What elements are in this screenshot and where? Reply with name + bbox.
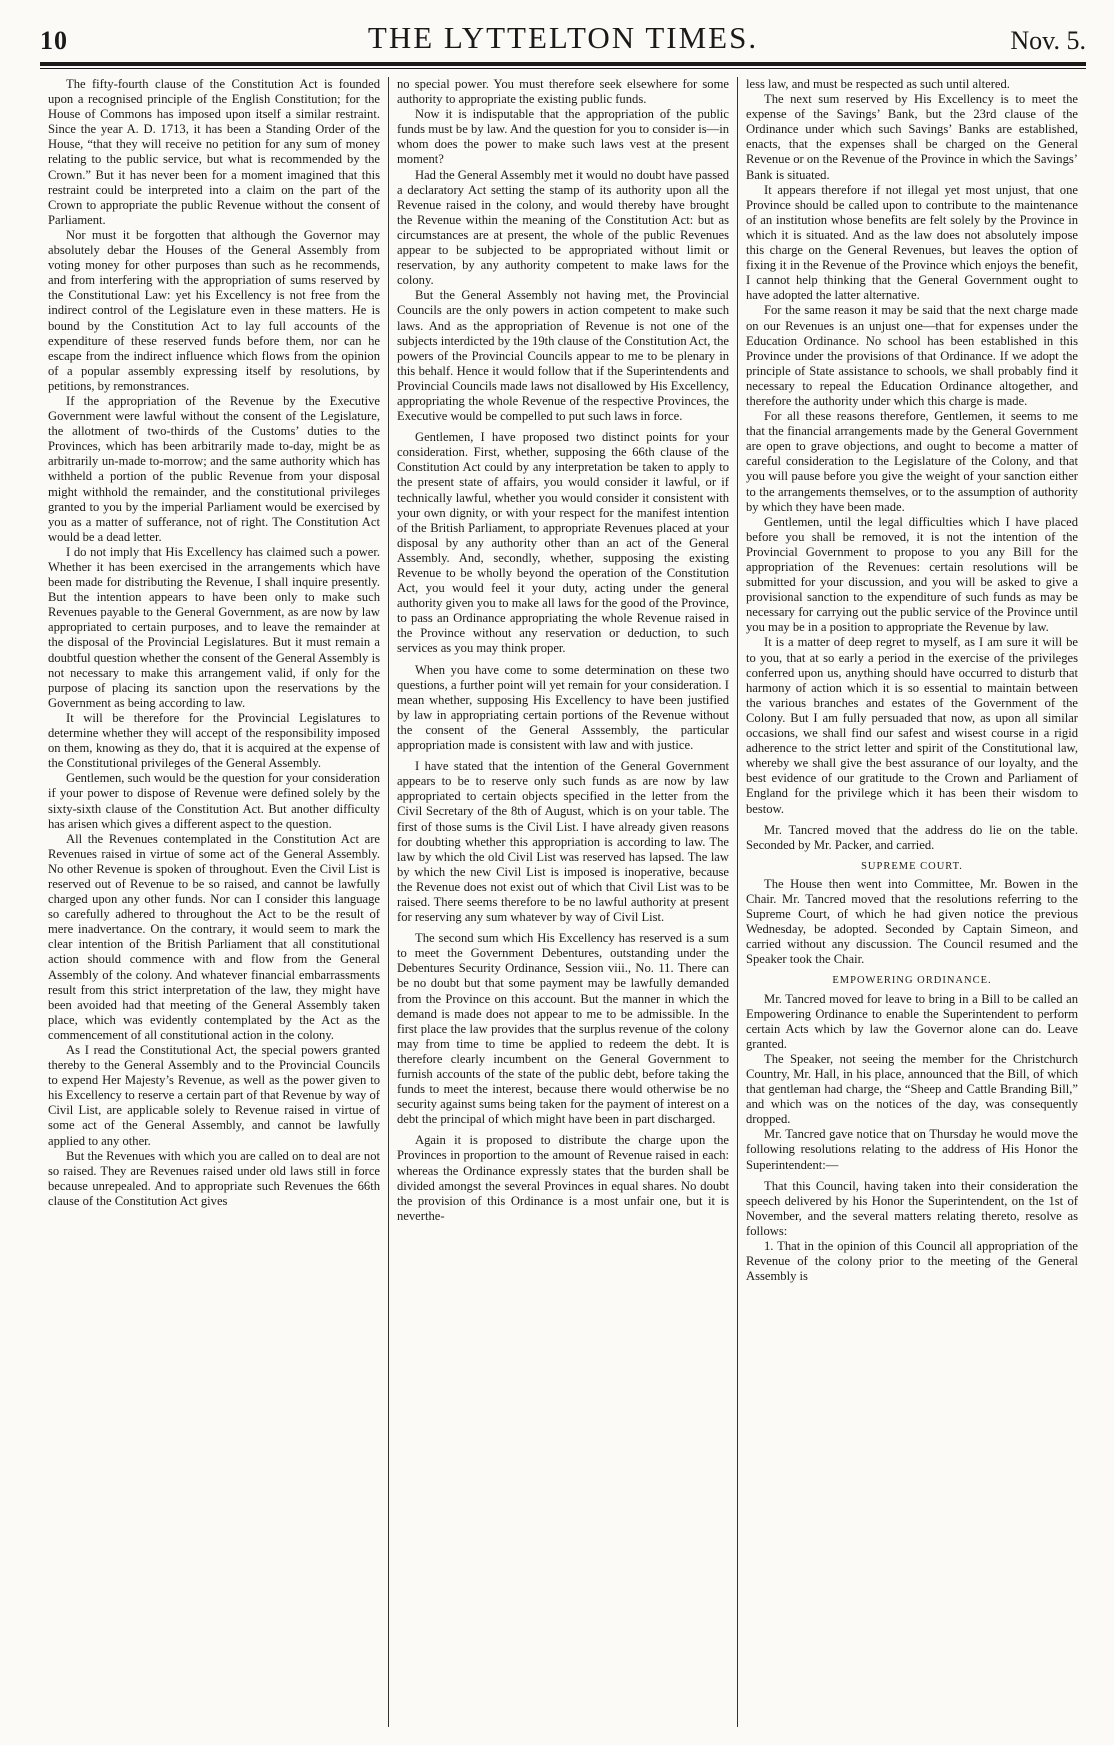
paragraph: Nor must it be forgotten that although the Governor may absolutely debar the Houses of the General Assembly from voting money for other purposes than such as he recommends, and from interfering with the appropriation of sums reserved by the Constitutional Law: yet his Excellency is not free from the indirect control of the Legislature even in these matters. He is bound by the Constitution Act to lay full accounts of the expenditure of these reserved funds before them, nor can he escape from the indirect influence which flows from the opinion of a popular assembly expressing itself by resolutions, by petitions, by remonstrances. (48, 227, 380, 393)
paragraph: All the Revenues contemplated in the Constitution Act are Revenues raised in virtue of some act of the General Assembly. No other Revenue is spoken of throughout. Even the Civil List is reserved out of Revenue to be so raised, and cannot be lawfully charged upon any other funds. Nor can I consider this language so carefully adhered to throughout the Act to be the result of mere inadvertance. On the contrary, it would seem to mark the clear intention of the British Parliament that all constitutional action should commence with and flow from the General Assembly of the colony. And whatever financial embarrassments result from this strict interpretation of the law, they might have been avoided had that meeting of the General Assembly taken place, which was evidently contemplated by the Act as the commencement of all constitutional action in the colony. (48, 831, 380, 1042)
paragraph: I have stated that the intention of the General Government appears to be to reserve only such funds as are now by law appropriated to certain objects specified in the letter from the Civil Secretary of the 8th of August, which is on your table. The first of those sums is the Civil List. I have already given reasons for doubting whether this appropriation is according to law. The law by which the old Civil List was reserved has lapsed. The law by which the new Civil List is imposed is inoperative, because the Revenue does not exist out of which that Civil List was to be raised. There seems therefore to be no lawful authority at present for reserving any sum whatever by way of Civil List. (397, 759, 729, 925)
column-1 (40, 77, 388, 1727)
masthead-rule-thin (40, 68, 1086, 69)
paragraph: If the appropriation of the Revenue by the Executive Government were lawful without the consent of the Legislature, the allotment of two-thirds of the Customs’ duties to the Provinces, which has been arbitrarily made to-day, might be as arbitrarily un-made to-morrow; and the same authority which has withheld a portion of the public Revenue from your disposal might withhold the remainder, and the constitutional privileges granted to you by the imperial Parliament would be exercised by you as a matter of sufferance, not of right. The Constitution Act would be a dead letter. (48, 393, 380, 544)
paragraph: But the Revenues with which you are called on to deal are not so raised. They are Revenues raised under old laws still in force because unrepealed. And to appropriate such Revenues the 66th clause of the Constitution Act gives (48, 1148, 380, 1208)
paragraph: For all these reasons therefore, Gentlemen, it seems to me that the financial arrangements made by the General Government are open to grave objections, and ought to become a matter of careful consideration to the Legislature of the Colony, and that you will pause before you give the weight of your sanction either to the arrangements themselves, or to the assumption of authority by which they have been made. (746, 409, 1078, 514)
paragraph: 1. That in the opinion of this Council all appropriation of the Revenue of the colony prior to the meeting of the General Assembly is (746, 1239, 1078, 1284)
paragraph: The Speaker, not seeing the member for the Christchurch Country, Mr. Hall, in his place, announced that the Bill, of which that gentleman had charge, the “Sheep and Cattle Branding Bill,” and which was on the notices of the day, was consequently dropped. (746, 1051, 1078, 1127)
column-3 (737, 77, 1086, 1727)
paragraph: But the General Assembly not having met, the Provincial Councils are the only powers in action competent to make such laws. And as the appropriation of Revenue is not one of the subjects interdicted by the 19th clause of the Constitution Act, the powers of the Provincial Councils appear to me to be plenary in this behalf. Hence it would follow that if the Superintendents and Provincial Councils made laws not disallowed by His Excellency, appropriating the whole Revenue of the respective Provinces, the Executive would be compelled to put such laws in force. (397, 288, 729, 424)
paragraph: As I read the Constitutional Act, the special powers granted thereby to the General Assembly and to the Provincial Councils to expend Her Majesty’s Revenue, as well as the power given to his Excellency to reserve a certain part of that Revenue by way of Civil List, are applicable solely to Revenue raised in virtue of some act of the General Assembly, and cannot be lawfully applied to any other. (48, 1043, 380, 1148)
paragraph: Now it is indisputable that the appropriation of the public funds must be by law. And the question for you to consider is—in whom does the power to make such laws vest at the present moment? (397, 107, 729, 167)
paragraph: The House then went into Committee, Mr. Bowen in the Chair. Mr. Tancred moved that the resolutions referring to the Supreme Court, of which he had given notice the previous Wednesday, be adopted. Seconded by Captain Simeon, and carried without any discussion. The Council resumed and the Speaker took the Chair. (746, 876, 1078, 967)
paragraph: Had the General Assembly met it would no doubt have passed a declaratory Act setting the stamp of its authority upon all the Revenue raised in the colony, and would thereby have brought the Revenue within the meaning of the Constitution Act: but as circumstances are at present, the whole of the public Revenues appear to be subjected to be appropriated without limit or reservation, by any authority competent to make laws for the colony. (397, 167, 729, 288)
paragraph: less law, and must be respected as such until altered. (746, 77, 1010, 91)
paragraph: It will be therefore for the Provincial Legislatures to determine whether they will accept of the responsibility imposed on them, knowing as they do, that it is acquired at the expense of the Constitutional privileges of the General Assembly. (48, 710, 380, 771)
masthead-rule (40, 62, 1086, 66)
section-heading: EMPOWERING ORDINANCE. (832, 975, 992, 987)
paper-title: THE LYTTELTON TIMES. (367, 20, 759, 55)
masthead (40, 18, 1086, 56)
section-heading: SUPREME COURT. (861, 860, 963, 872)
paragraph: The fifty-fourth clause of the Constitution Act is founded upon a recognised principle of the English Constitution; for the House of Commons has imposed upon itself a similar restraint. Since the year A. D. 1713, it has been a Standing Order of the House, “that they will receive no petition for any sum of money relating to the public service, but what is recommended by the Crown.” But it has never been for a moment imagined that this restraint could be interpreted into a claim on the part of the Crown to appropriate the public Revenue without the consent of Parliament. (48, 77, 380, 227)
paragraph: When you have come to some determination on these two questions, a further point will yet remain for your consideration. I mean whether, supposing His Excellency to have been justified by law in appropriating certain portions of the Revenue without the consent of the General Asssembly, the particular appropriation made is consistent with law and with justice. (397, 662, 729, 753)
page-number: 10 (40, 26, 68, 55)
paragraph: It is a matter of deep regret to myself, as I am sure it will be to you, that at so early a period in the exercise of the privileges conferred upon us, anything should have occurred to disturb that harmony of action which it is so essential to maintain between the various branches and estates of the Government of the Colony. But I am fully persuaded that now, as upon all similar occasions, we shall find our safest and wisest course in a rigid adherence to the strict letter and spirit of the Constitutional law, whereby we shall give the best assurance of our loyalty, and the best evidence of our gratitude to the Crown and Parliament of England for the privilege which it has been their wisdom to bestow. (746, 635, 1078, 816)
paragraph: Gentlemen, I have proposed two distinct points for your consideration. First, whether, supposing the 66th clause of the Constitution Act could by any interpretation be taken to apply to the present state of affairs, you would consider it lawful, or if technically lawful, whether you would consider it consistent with your own dignity, or with your respect for the manifest intention of the British Parliament, to appropriate Revenues placed at your disposal by any authority other than an act of the General Assembly. And, secondly, whether, supposing the existing Revenue to be wholly beyond the operation of the Constitution Act, you would feel it your duty, acting under the general authority given you to make all laws for the good of the Province, to pass an Ordinance appropriating the whole Revenue raised in the Province without any reservation or deduction, to such services as you may think proper. (397, 430, 729, 656)
paragraph: Mr. Tancred gave notice that on Thursday he would move the following resolutions relating to the address of His Honor the Superintendent:— (746, 1127, 1078, 1172)
paragraph: Again it is proposed to distribute the charge upon the Provinces in proportion to the amount of Revenue raised in each: whereas the Ordinance expressly states that the burden shall be divided amongst the several Provinces in equal shares. No doubt the provision of this Ordinance is a most unfair one, but it is neverthe- (397, 1133, 729, 1223)
paragraph: Mr. Tancred moved that the address do lie on the table. Seconded by Mr. Packer, and carried. (746, 822, 1078, 852)
paragraph: That this Council, having taken into their consideration the speech delivered by his Honor the Superintendent, on the 1st of November, and the several matters relating thereto, resolve as follows: (746, 1178, 1078, 1238)
paragraph: Gentlemen, until the legal difficulties which I have placed before you shall be removed, it is not the intention of the Provincial Government to propose to you any Bill for the appropriation of the Revenues: certain resolutions will be submitted for your discussion, and you will be asked to give a provisional sanction to the expenditure of such funds as may be necessary for carrying out the public service of the Province until you may be in a position to appropriate the Revenue by law. (746, 514, 1078, 635)
paragraph: The next sum reserved by His Excellency is to meet the expense of the Savings’ Bank, but the 23rd clause of the Ordinance under which such Savings’ Banks are established, enacts, that the expenses shall be charged on the General Revenue or on the Revenue of the Province in which the Savings’ Bank is situated. (746, 92, 1078, 182)
paragraph: no special power. You must therefore seek elsewhere for some authority to appropriate the existing public funds. (397, 77, 729, 107)
paragraph: For the same reason it may be said that the next charge made on our Revenues is an unjust one—that for expenses under the Education Ordinance. No school has been established in this Province under the provisions of that Ordinance. If we adopt the principle of State assistance to schools, we shall probably find it necessary to repeal the Education Ordinance altogether, and therefore the authority under which this charge is made. (746, 303, 1078, 408)
issue-date: Nov. 5. (1010, 26, 1086, 55)
paragraph: The second sum which His Excellency has reserved is a sum to meet the Government Debentures, outstanding under the Debentures Security Ordinance, Session viii., No. 11. There can be no doubt but that some payment may be lawfully demanded from the Province on this account. But the manner in which the demand is made does not appear to me to be admissible. In the first place the law provides that the surplus revenue of the colony may from time to time be applied to redeem the debt. It is therefore clearly incumbent on the General Government to furnish accounts of the state of the public debt, before taking the funds to meet the interest, because there would otherwise be no security against sums being taken for the payment of interest on a debt the principal of which might have been in part discharged. (397, 931, 729, 1127)
paragraph: It appears therefore if not illegal yet most unjust, that one Province should be called upon to contribute to the maintenance of an institution whose benefits are felt solely by the Province in which it is situated. And as the law does not absolutely impose this charge on the General Revenues, but leaves the option of fixing it in the Revenue of the Province which enjoys the benefit, I cannot help thinking that the General Government ought to have adopted the latter alternative. (746, 182, 1078, 303)
paragraph: Gentlemen, such would be the question for your consideration if your power to dispose of Revenue were defined solely by the sixty-sixth clause of the Constitution Act. But another difficulty has arisen which gives a different aspect to the question. (48, 771, 380, 831)
paragraph: Mr. Tancred moved for leave to bring in a Bill to be called an Empowering Ordinance to enable the Superintendent to perform certain Acts which by law the Governor alone can do. Leave granted. (746, 991, 1078, 1051)
paragraph: I do not imply that His Excellency has claimed such a power. Whether it has been exercised in the arrangements which have been made for distributing the Revenue, I shall inquire presently. But the intention appears to have been only to make such Revenues payable to the General Government, as are now by law appropriated to certain purposes, and to leave the remainder at the disposal of the Provincial Legislatures. But it must remain a doubtful question whether the consent of the General Assembly is not necessary to make this arrangement valid, if only for the purpose of placing its sanction upon the reservations by the Government as being according to law. (48, 544, 380, 710)
article-columns (40, 77, 1086, 1727)
column-2 (388, 77, 737, 1727)
